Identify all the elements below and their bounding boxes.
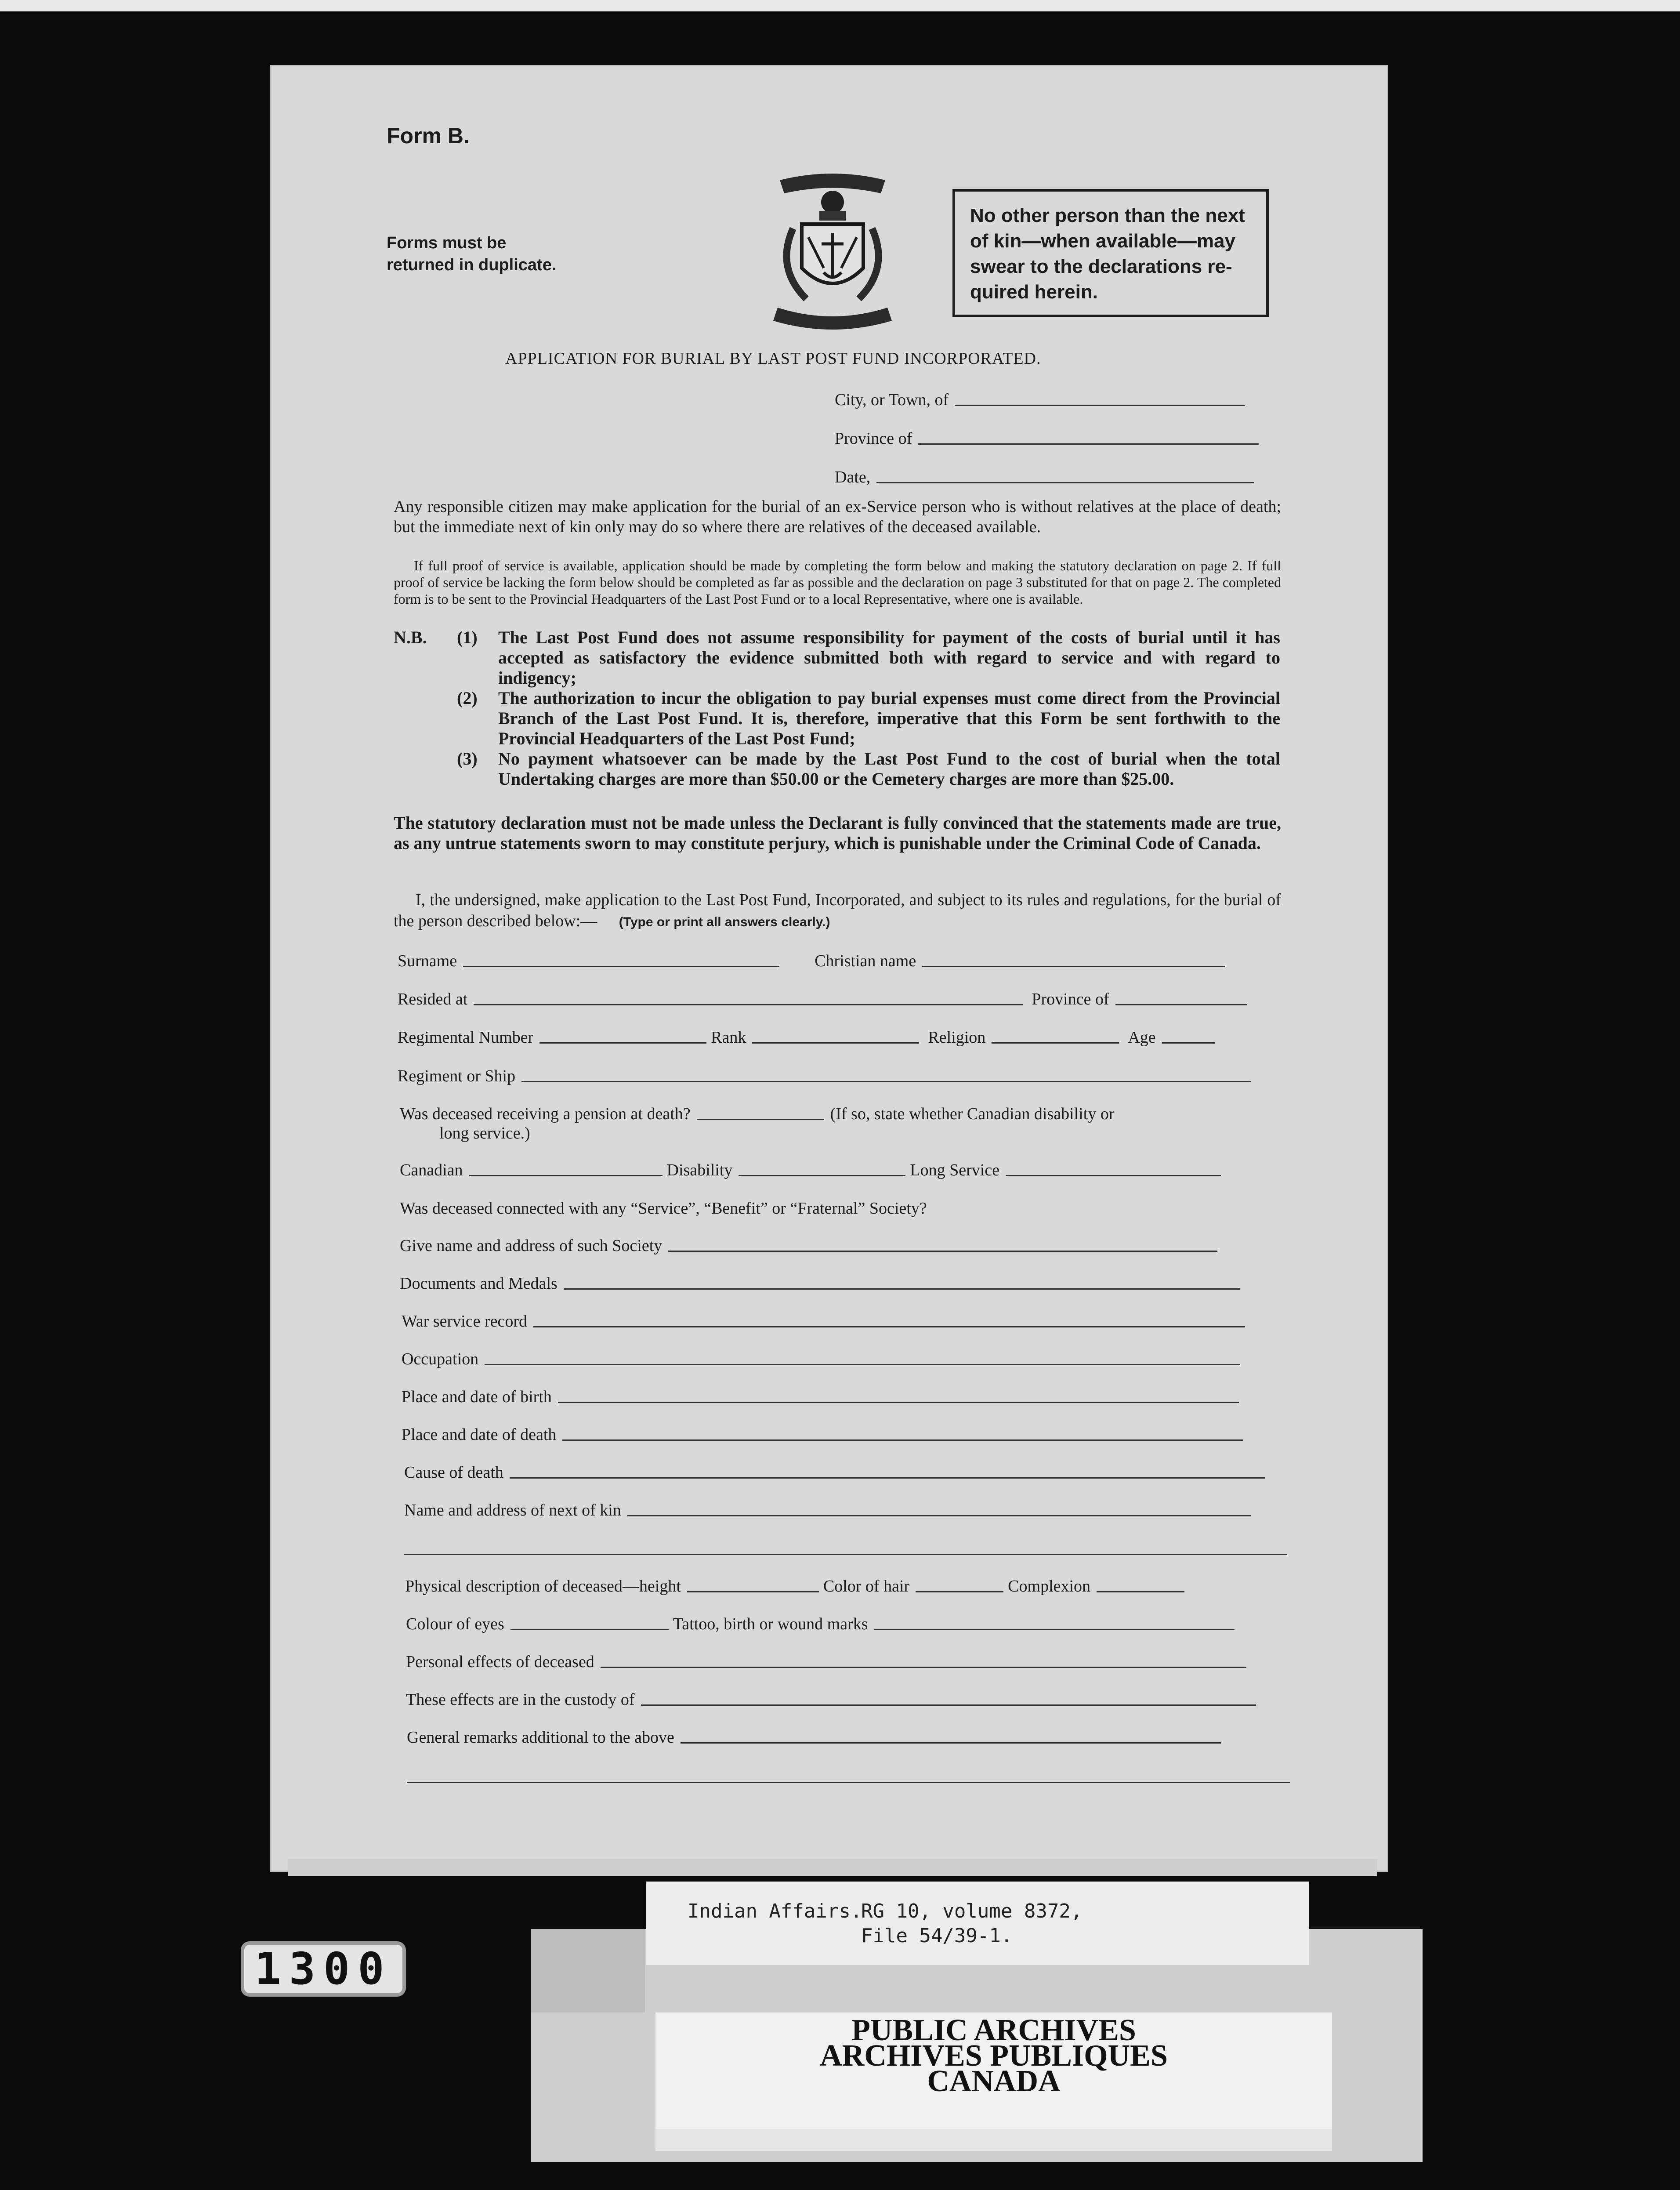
city-label: City, or Town, of <box>835 391 949 409</box>
occupation-field[interactable] <box>402 1349 1240 1369</box>
nb-num-3: (3) <box>457 749 478 769</box>
documents-label: Documents and Medals <box>400 1274 558 1293</box>
cause-line <box>510 1477 1265 1479</box>
pension-note: (If so, state whether Canadian disability or <box>830 1105 1115 1123</box>
canadian-label: Canadian <box>400 1161 463 1179</box>
effects-field[interactable] <box>406 1652 1246 1672</box>
custody-field[interactable] <box>406 1690 1256 1709</box>
regimental-row[interactable] <box>398 1028 1215 1047</box>
custody-label: These effects are in the custody of <box>406 1690 635 1709</box>
society-name-line <box>668 1251 1217 1252</box>
documents-line <box>564 1288 1240 1290</box>
remarks-line-2[interactable] <box>407 1782 1290 1783</box>
pension-field[interactable] <box>400 1104 1115 1124</box>
stamp-line-3: CANADA <box>927 2064 1061 2098</box>
frame-number: 1300 <box>254 1943 392 1994</box>
nb-num-1: (1) <box>457 627 478 647</box>
occupation-line <box>485 1364 1240 1365</box>
nb-item-2: The authorization to incur the obligation to pay burial expenses must come direct from the Provincial Branch of the Last Post Fund. It is, therefore, imperative that this Form be sent forthwith to the Provincial Headquarters of the Last Post Fund; <box>498 688 1280 748</box>
tattoo-line <box>874 1629 1235 1630</box>
religion-line <box>992 1042 1119 1044</box>
society-question <box>400 1199 927 1218</box>
province-field[interactable] <box>835 429 1259 448</box>
war-record-field[interactable] <box>402 1312 1245 1331</box>
complexion-label: Complexion <box>1008 1577 1091 1595</box>
province-line <box>918 443 1259 445</box>
province-label: Province of <box>835 429 912 448</box>
eyes-row[interactable] <box>406 1614 1235 1634</box>
form-label: Form B. <box>387 123 470 148</box>
society-name-field[interactable] <box>400 1236 1217 1255</box>
remarks-label: General remarks additional to the above <box>407 1728 674 1747</box>
birth-line <box>558 1402 1239 1403</box>
regimental-number-line <box>539 1042 706 1044</box>
reference-label <box>646 1882 1309 1965</box>
film-frame-counter <box>237 1933 409 2005</box>
nb-item-3: No payment whatsoever can be made by the Last Post Fund to the cost of burial when the total Undertaking charges are more than $50.00 or the Cemetery charges are more than $25.00. <box>498 749 1280 789</box>
warning-line-2: of kin—when available—may <box>970 230 1235 252</box>
surname-line <box>463 966 779 967</box>
last-post-fund-crest-icon <box>767 167 898 334</box>
film-top-strip <box>0 0 1680 11</box>
warning-line-4: quired herein. <box>970 281 1098 303</box>
date-label: Date, <box>835 468 871 486</box>
next-of-kin-line <box>627 1515 1251 1516</box>
reference-line-2: File 54/39-1. <box>861 1925 1013 1947</box>
birth-field[interactable] <box>402 1387 1239 1407</box>
custody-line <box>641 1704 1256 1706</box>
height-line <box>687 1591 819 1592</box>
effects-label: Personal effects of deceased <box>406 1653 594 1671</box>
age-line <box>1162 1042 1215 1044</box>
nb-label: N.B. <box>394 627 427 647</box>
intro-paragraph: Any responsible citizen may make application for the burial of an ex-Service person who is without relatives at the place of death; but the immediate next of kin only may do so where there are relatives of the deceased available. <box>394 497 1281 536</box>
disability-label: Disability <box>666 1161 733 1179</box>
resided-province-line <box>1115 1004 1247 1005</box>
nb-num-2: (2) <box>457 688 478 708</box>
next-of-kin-label: Name and address of next of kin <box>404 1501 621 1519</box>
long-service-line <box>1006 1175 1221 1176</box>
canadian-line <box>469 1175 663 1176</box>
religion-label: Religion <box>928 1028 986 1047</box>
source-text: Indian Affairs. <box>688 1900 862 1922</box>
christian-name-label: Christian name <box>815 952 916 970</box>
tattoo-label: Tattoo, birth or wound marks <box>673 1615 868 1633</box>
date-field[interactable] <box>835 468 1254 487</box>
undersigned-text: I, the undersigned, make application to the Last Post Fund, Incorporated, and subject to its rules and regulations, for the burial of the person described below:— <box>394 891 1281 930</box>
death-line <box>562 1439 1243 1441</box>
complexion-line <box>1097 1591 1184 1592</box>
death-label: Place and date of death <box>402 1425 557 1444</box>
pension-note-continued: long service.) <box>439 1124 530 1142</box>
stamp-line-1: PUBLIC ARCHIVES <box>851 2013 1136 2047</box>
duplicate-note-line-2: returned in duplicate. <box>387 256 557 274</box>
reference-line-1: RG 10, volume 8372, <box>861 1900 1083 1922</box>
war-record-line <box>533 1326 1245 1327</box>
application-title: APPLICATION FOR BURIAL BY LAST POST FUND INCORPORATED. <box>505 349 1041 368</box>
regiment-line <box>521 1081 1251 1082</box>
eyes-line <box>511 1629 669 1630</box>
next-of-kin-line-2[interactable] <box>404 1554 1287 1555</box>
society-question-label: Was deceased connected with any “Service”, “Benefit” or “Fraternal” Society? <box>400 1199 927 1218</box>
next-of-kin-field[interactable] <box>404 1501 1251 1520</box>
resided-province-label: Province of <box>1032 990 1109 1008</box>
rank-label: Rank <box>711 1028 746 1047</box>
public-archives-stamp <box>655 2012 1332 2129</box>
long-service-label: Long Service <box>910 1161 1000 1179</box>
hair-line <box>916 1591 1003 1592</box>
pension-label: Was deceased receiving a pension at death? <box>400 1105 691 1123</box>
cause-label: Cause of death <box>404 1463 503 1482</box>
archive-label-bottom <box>655 2129 1332 2151</box>
next-of-kin-warning-box <box>952 189 1269 317</box>
regiment-field[interactable] <box>398 1066 1251 1086</box>
regiment-label: Regiment or Ship <box>398 1067 516 1085</box>
date-line <box>876 482 1254 483</box>
height-label: Physical description of deceased—height <box>405 1577 681 1595</box>
remarks-field[interactable] <box>407 1728 1221 1747</box>
page-bottom-edge <box>288 1859 1377 1876</box>
counter-plate <box>244 1945 402 1993</box>
duplicate-note-line-1: Forms must be <box>387 234 507 252</box>
physical-row[interactable] <box>405 1577 1184 1596</box>
hair-label: Color of hair <box>823 1577 910 1595</box>
society-name-label: Give name and address of such Society <box>400 1236 663 1255</box>
surname-label: Surname <box>398 952 457 970</box>
war-record-label: War service record <box>402 1312 527 1331</box>
cause-field[interactable] <box>404 1463 1265 1482</box>
rank-line <box>752 1042 919 1044</box>
occupation-label: Occupation <box>402 1350 479 1368</box>
pension-type-row[interactable] <box>400 1160 1221 1180</box>
warning-line-3: swear to the declarations re- <box>970 256 1232 277</box>
undersigned-statement <box>394 889 1281 933</box>
nb-item-1: The Last Post Fund does not assume responsibility for payment of the costs of burial until it has accepted as satisfactory the evidence submitted both with regard to service and with regard to indigency; <box>498 627 1280 688</box>
city-field[interactable] <box>835 390 1245 410</box>
resided-at-line <box>474 1004 1023 1005</box>
effects-line <box>601 1667 1246 1668</box>
archive-label-frame-left <box>531 1929 645 2012</box>
proof-of-service-paragraph: If full proof of service is available, application should be made by completing the form below and making the statutory declaration on page 2. If full proof of service be lacking the form below should be completed as far as possible and the declaration on page 3 substituted for that on page 2. The completed form is to be sent to the Provincial Headquarters of the Last Post Fund or to a local Representative, where one is available. <box>394 558 1281 607</box>
pension-line <box>697 1119 824 1120</box>
birth-label: Place and date of birth <box>402 1388 552 1406</box>
duplicate-note <box>387 232 556 276</box>
statutory-declaration-warning: The statutory declaration must not be made unless the Declarant is fully convinced that the statements made are true, as any untrue statements sworn to may constitute perjury, which is punishable under the Criminal Code of Canada. <box>394 813 1281 853</box>
stamp-line-2: ARCHIVES PUBLIQUES <box>820 2039 1168 2073</box>
resided-at-field[interactable] <box>398 990 1247 1009</box>
surname-field[interactable] <box>398 951 1225 971</box>
city-line <box>955 405 1245 406</box>
resided-at-label: Resided at <box>398 990 468 1008</box>
regimental-number-label: Regimental Number <box>398 1028 534 1047</box>
eyes-label: Colour of eyes <box>406 1615 504 1633</box>
type-or-print-note: (Type or print all answers clearly.) <box>619 915 830 929</box>
age-label: Age <box>1128 1028 1156 1047</box>
documents-field[interactable] <box>400 1274 1240 1293</box>
christian-name-line <box>922 966 1225 967</box>
warning-line-1: No other person than the next <box>970 205 1245 226</box>
remarks-line <box>681 1742 1221 1744</box>
disability-line <box>739 1175 905 1176</box>
death-field[interactable] <box>402 1425 1243 1444</box>
